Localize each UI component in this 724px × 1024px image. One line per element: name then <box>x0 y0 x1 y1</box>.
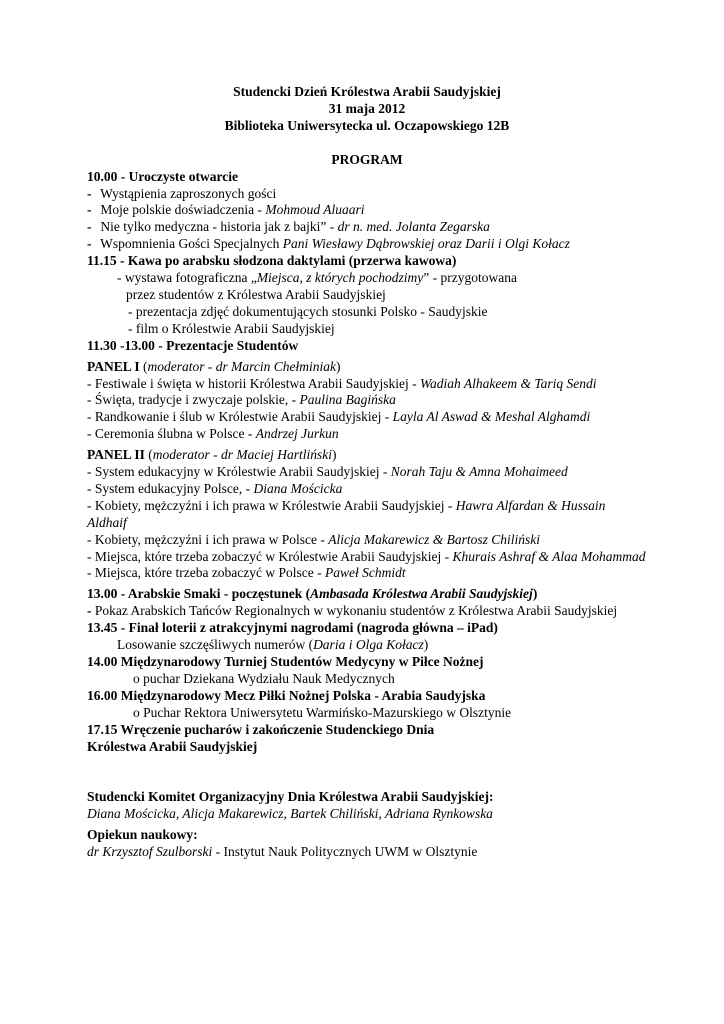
panel-2-item: - System edukacyjny w Królestwie Arabii Saudyjskiej - Norah Taju & Amna Mohaimeed <box>87 464 568 480</box>
session-tournament-heading: 14.00 Międzynarodowy Turniej Studentów Medycyny w Piłce Nożnej <box>87 654 484 669</box>
list-item: - Wystąpienia zaproszonych gości <box>87 185 277 201</box>
exhibition-item: - wystawa fotograficzna „Miejsca, z których pochodzimy” - przygotowana <box>117 270 517 286</box>
program-document <box>87 84 647 861</box>
session-opening-heading: 10.00 - Uroczyste otwarcie <box>87 168 238 184</box>
panel-1-item: - Ceremonia ślubna w Polsce - Andrzej Jurkun <box>87 426 339 442</box>
session-opening-items <box>87 186 647 254</box>
lottery-item: Losowanie szczęśliwych numerów (Daria i Olga Kołacz) <box>117 637 429 653</box>
event-date: 31 maja 2012 <box>328 100 406 116</box>
panel-2-item: - System edukacyjny Polsce, - Diana Mościcka <box>87 480 343 496</box>
panel-2-item: - Miejsca, które trzeba zobaczyć w Królestwie Arabii Saudyjskiej - Khurais Ashraf & Alaa Mohammad <box>87 548 646 564</box>
dance-show-item: - Pokaz Arabskich Tańców Regionalnych w wykonaniu studentów z Królestwa Arabii Saudyjskiej <box>87 603 618 619</box>
photos-item: - prezentacja zdjęć dokumentujących stosunki Polsko - Saudyjskie <box>128 303 488 319</box>
exhibition-item-cont: przez studentów z Królestwa Arabii Saudyjskiej <box>126 286 386 302</box>
film-item: - film o Królestwie Arabii Saudyjskiej <box>128 320 335 336</box>
committee-members: Diana Mościcka, Alicja Makarewicz, Bartek Chiliński, Adriana Rynkowska <box>87 806 493 822</box>
event-venue: Biblioteka Uniwersytecka ul. Oczapowskiego 12B <box>224 117 510 133</box>
committee-heading: Studencki Komitet Organizacyjny Dnia Królestwa Arabii Saudyjskiej: <box>87 789 494 805</box>
list-item: - Moje polskie doświadczenia - Mohmoud Aluaari <box>87 202 365 218</box>
session-lottery-heading: 13.45 - Finał loterii z atrakcyjnymi nagrodami (nagroda główna – iPad) <box>87 620 498 636</box>
program-heading: PROGRAM <box>331 151 403 167</box>
match-item: o Puchar Rektora Uniwersytetu Warmińsko-Mazurskiego w Olsztynie <box>133 704 512 720</box>
session-closing-heading: 17.15 Wręczenie pucharów i zakończenie Studenckiego Dnia <box>87 721 435 737</box>
supervisor-heading: Opiekun naukowy: <box>87 827 198 843</box>
session-coffee-heading: 11.15 - Kawa po arabsku słodzona daktylami (przerwa kawowa) <box>87 253 457 269</box>
panel-2-heading: PANEL II (moderator - dr Maciej Hartliński) <box>87 447 337 463</box>
session-food-heading: 13.00 - Arabskie Smaki - poczęstunek (Ambasada Królestwa Arabii Saudyjskiej) <box>87 586 538 602</box>
panel-2-item: - Kobiety, mężczyźni i ich prawa w Królestwie Arabii Saudyjskiej - Hawra Alfardan & Hussain Aldhaif <box>87 497 606 530</box>
session-closing-heading-cont: Królestwa Arabii Saudyjskiej <box>87 738 258 754</box>
session-presentations-heading: 11.30 -13.00 - Prezentacje Studentów <box>87 337 299 353</box>
supervisor-line: dr Krzysztof Szulborski - Instytut Nauk Politycznych UWM w Olsztynie <box>87 844 478 860</box>
panel-2-item: - Kobiety, mężczyźni i ich prawa w Polsce - Alicja Makarewicz & Bartosz Chiliński <box>87 531 541 547</box>
panel-2-item: - Miejsca, które trzeba zobaczyć w Polsce - Paweł Schmidt <box>87 565 406 581</box>
list-item: - Wspomnienia Gości Specjalnych Pani Wiesławy Dąbrowskiej oraz Darii i Olgi Kołacz <box>87 236 570 252</box>
event-name: Studencki Dzień Królestwa Arabii Saudyjskiej <box>233 84 501 99</box>
session-match-heading: 16.00 Międzynarodowy Mecz Piłki Nożnej Polska - Arabia Saudyjska <box>87 687 486 703</box>
panel-1-item: - Festiwale i święta w historii Królestwa Arabii Saudyjskiej - Wadiah Alhakeem & Tariq Sendi <box>87 375 597 391</box>
event-title <box>87 84 647 135</box>
list-item: - Nie tylko medyczna - historia jak z bajki” - dr n. med. Jolanta Zegarska <box>87 219 490 235</box>
panel-1-item: - Randkowanie i ślub w Królestwie Arabii Saudyjskiej - Layla Al Aswad & Meshal Alghamdi <box>87 409 591 425</box>
panel-1-item: - Święta, tradycje i zwyczaje polskie, - Paulina Bagińska <box>87 392 396 408</box>
tournament-item: o puchar Dziekana Wydziału Nauk Medycznych <box>133 670 395 686</box>
panel-1-heading: PANEL I (moderator - dr Marcin Chełminiak) <box>87 358 341 374</box>
